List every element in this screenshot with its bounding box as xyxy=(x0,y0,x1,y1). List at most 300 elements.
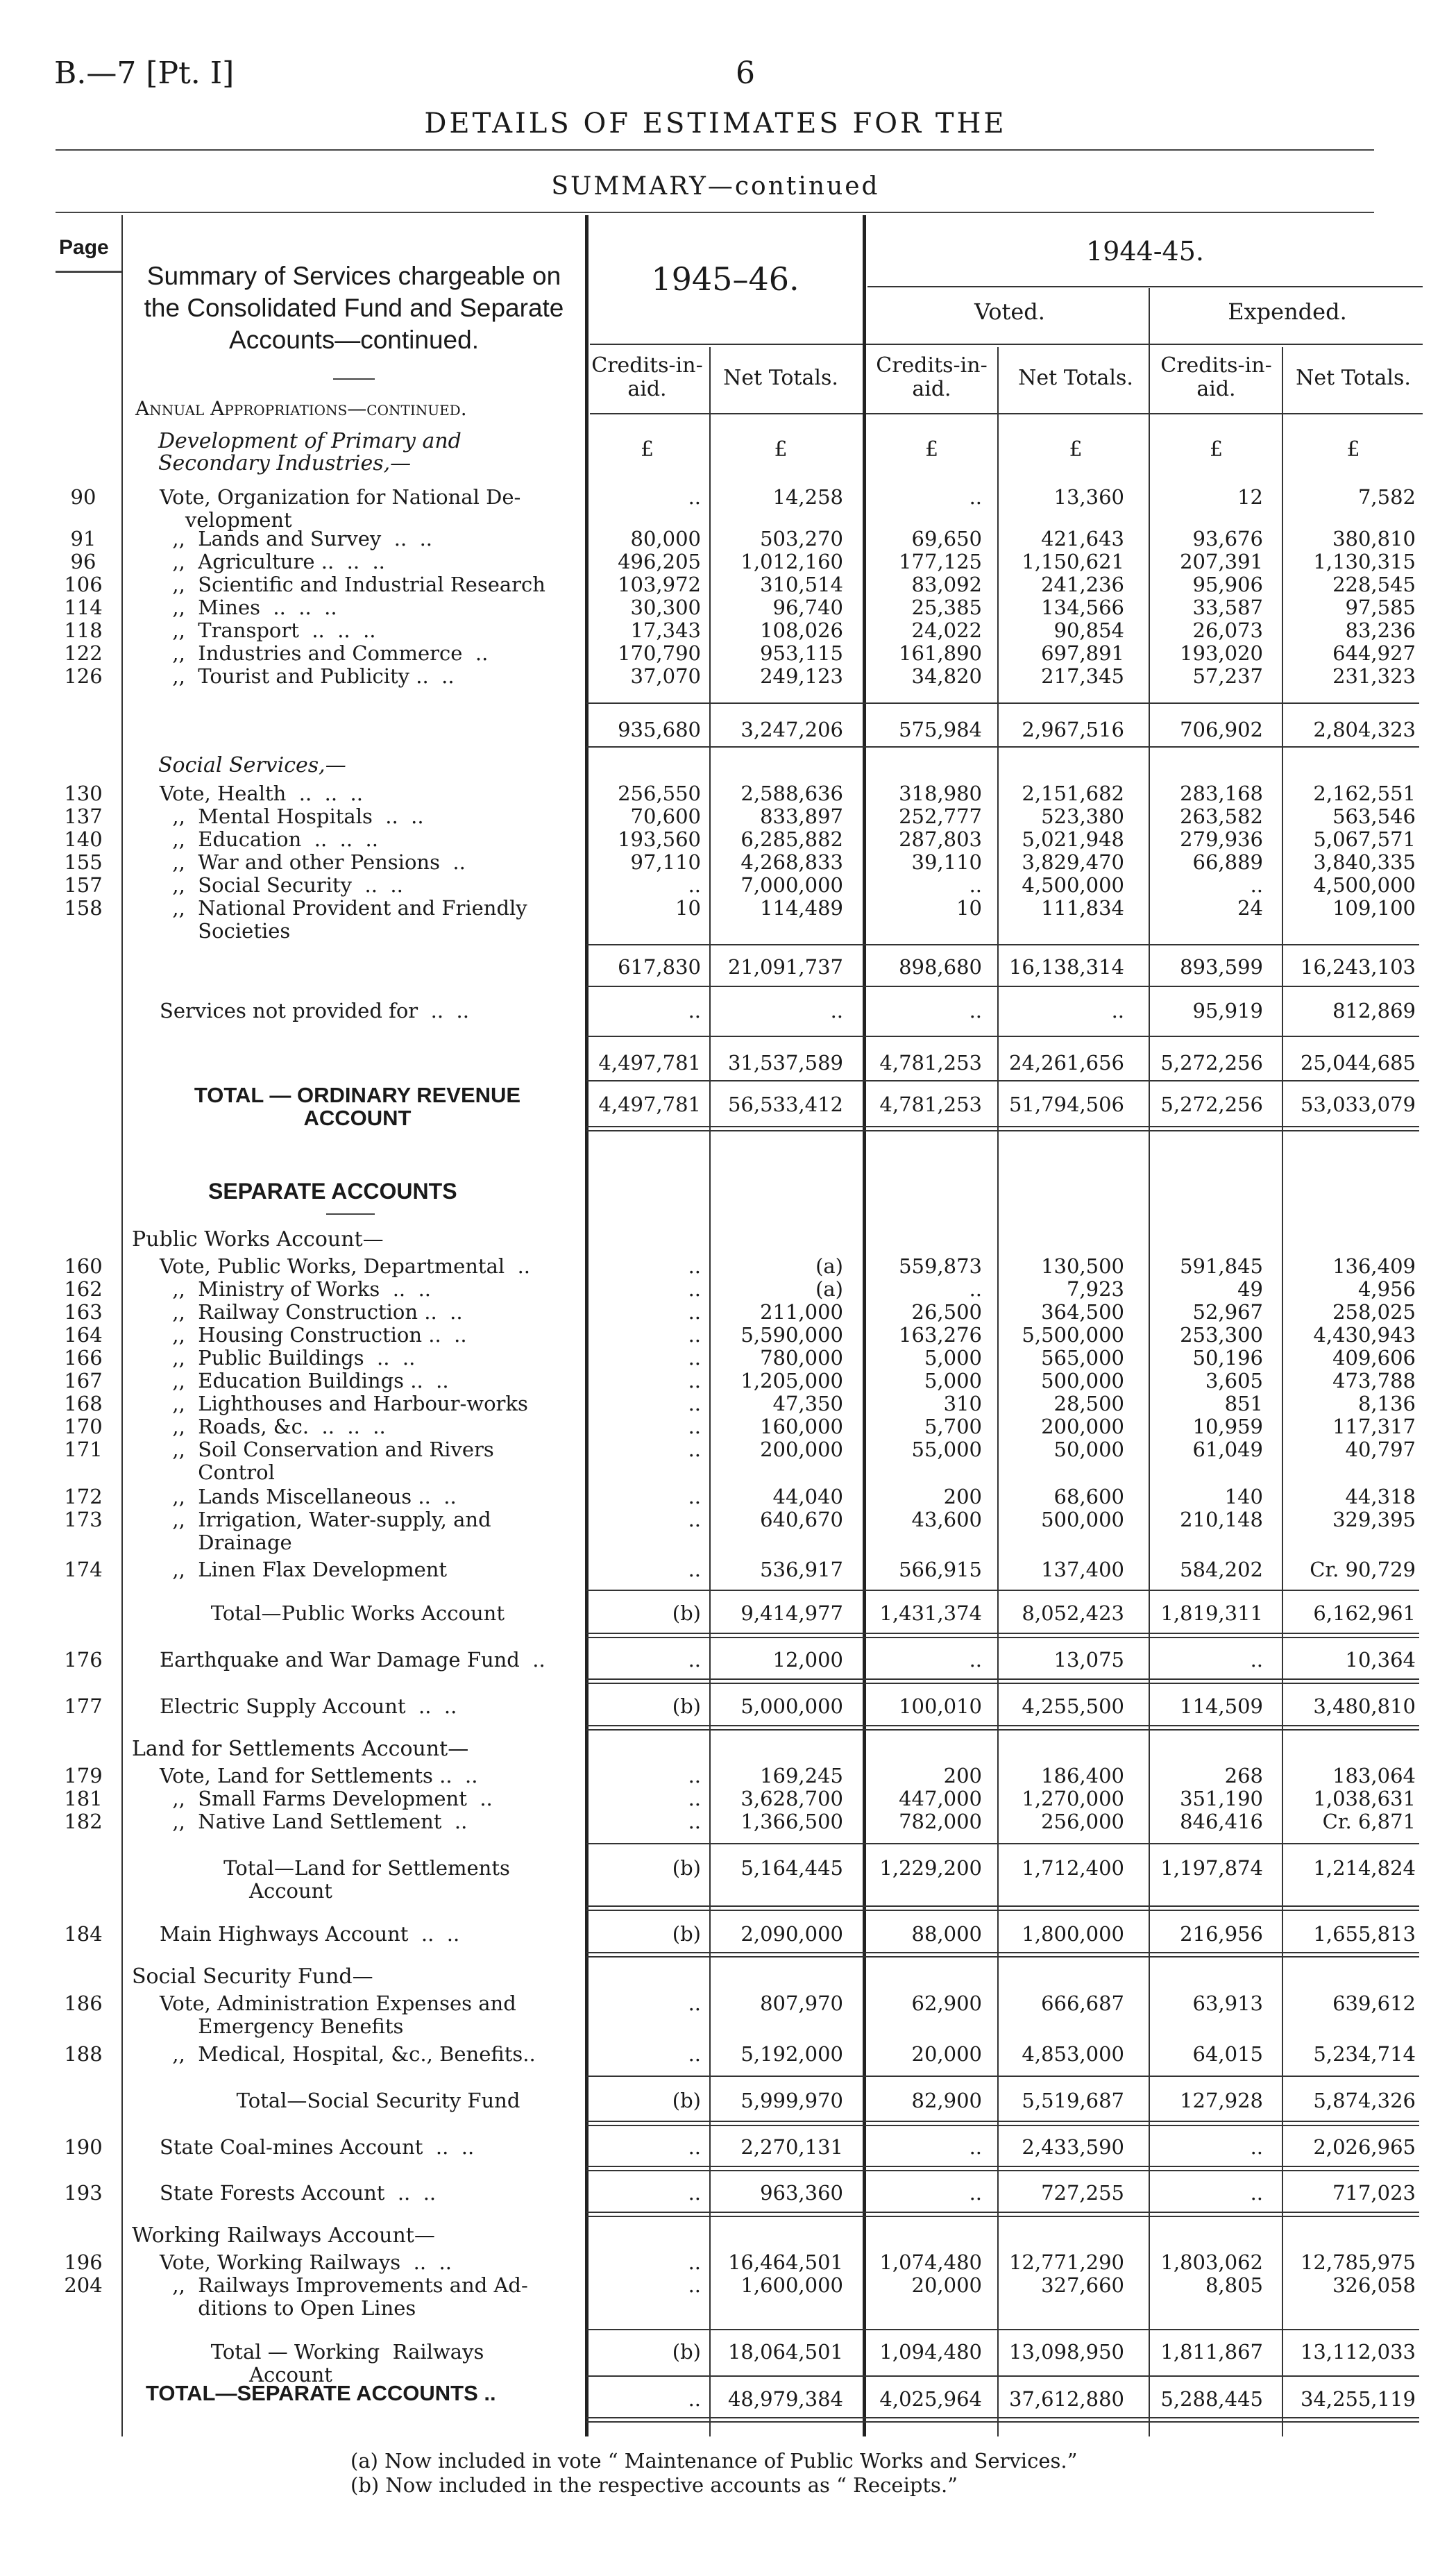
row-value-c5: 846,416 xyxy=(1180,1810,1263,1833)
table-row xyxy=(0,2341,1431,2364)
total-double-rule xyxy=(586,1678,1419,1684)
summary-title-dash xyxy=(333,378,375,380)
row-value-c1: .. xyxy=(688,1300,701,1324)
row-value-c5: 5,272,256 xyxy=(1160,1093,1263,1116)
row-value-c5: 140 xyxy=(1224,1485,1263,1508)
row-label: velopment xyxy=(160,508,292,532)
table-row xyxy=(0,1857,1431,1880)
row-value-c5: 95,906 xyxy=(1192,573,1263,596)
row-value-c6: 409,606 xyxy=(1332,1346,1416,1370)
subtotal-rule xyxy=(586,1590,1419,1591)
row-value-c2: 16,464,501 xyxy=(727,2250,843,2274)
row-value-c4: 130,500 xyxy=(1041,1254,1124,1278)
row-label: ,, Irrigation, Water-supply, and xyxy=(160,1508,491,1531)
row-value-c5: 114,509 xyxy=(1180,1694,1263,1718)
subtotal-rule xyxy=(586,1036,1419,1037)
row-value-c2: 536,917 xyxy=(760,1558,843,1581)
row-value-c5: 10,959 xyxy=(1192,1415,1263,1438)
row-value-c6: 5,067,571 xyxy=(1313,827,1416,851)
total-ordinary-revenue-label: TOTAL — ORDINARY REVENUE xyxy=(194,1083,521,1107)
row-value-c5: 1,803,062 xyxy=(1160,2250,1263,2274)
row-value-c4: 500,000 xyxy=(1041,1369,1124,1392)
row-value-c3: 20,000 xyxy=(911,2042,982,2066)
table-row xyxy=(0,1052,1431,1075)
row-page-ref: 193 xyxy=(64,2181,103,2205)
row-value-c1: 4,497,781 xyxy=(598,1051,701,1075)
row-value-c6: 4,500,000 xyxy=(1313,873,1416,897)
row-value-c3: 5,000 xyxy=(924,1346,982,1370)
row-value-c6: 4,956 xyxy=(1357,1277,1416,1301)
row-value-c1: 170,790 xyxy=(618,641,701,665)
row-value-c6: 329,395 xyxy=(1332,1508,1416,1531)
row-value-c1: 80,000 xyxy=(630,527,701,550)
table-row xyxy=(0,2297,1431,2320)
row-value-c4: 727,255 xyxy=(1041,2181,1124,2205)
row-value-c1: .. xyxy=(688,1648,701,1672)
row-value-c6: 3,480,810 xyxy=(1313,1694,1416,1718)
row-page-ref: 122 xyxy=(64,641,103,665)
row-value-c5: 61,049 xyxy=(1192,1438,1263,1461)
row-page-ref: 182 xyxy=(64,1810,103,1833)
row-label: Total—Social Security Fund xyxy=(160,2089,520,2112)
row-value-c3: 1,431,374 xyxy=(879,1601,982,1625)
row-value-c6: 2,162,551 xyxy=(1313,782,1416,805)
row-value-c3: 200 xyxy=(943,1485,982,1508)
row-value-c4: 200,000 xyxy=(1041,1415,1124,1438)
row-value-c1: 193,560 xyxy=(618,827,701,851)
row-page-ref: 176 xyxy=(64,1648,103,1672)
row-value-c2: 1,600,000 xyxy=(740,2273,843,2297)
header-bottom-rule xyxy=(590,413,1423,414)
row-value-c2: 169,245 xyxy=(760,1764,843,1787)
row-value-c4: 111,834 xyxy=(1041,896,1124,920)
row-value-c5: 95,919 xyxy=(1192,999,1263,1022)
row-value-c5: 268 xyxy=(1224,1764,1263,1787)
section-separate-accounts: SEPARATE ACCOUNTS xyxy=(208,1179,457,1204)
table-row xyxy=(0,1415,1431,1438)
row-label: ,, Housing Construction .. .. xyxy=(160,1323,467,1347)
row-value-c6: 183,064 xyxy=(1332,1764,1416,1787)
row-value-c2: 6,285,882 xyxy=(740,827,843,851)
row-label: Vote, Working Railways .. .. xyxy=(160,2250,452,2274)
row-value-c4: 500,000 xyxy=(1041,1508,1124,1531)
row-page-ref: 179 xyxy=(64,1764,103,1787)
table-row xyxy=(0,920,1431,943)
subcolumn-rule xyxy=(590,344,1423,345)
row-value-c5: 1,819,311 xyxy=(1160,1601,1263,1625)
row-label: Electric Supply Account .. .. xyxy=(160,1694,457,1718)
page-column-header: Page xyxy=(59,236,109,259)
row-page-ref: 164 xyxy=(64,1323,103,1347)
row-value-c3: 1,229,200 xyxy=(879,1856,982,1880)
row-label: State Coal-mines Account .. .. xyxy=(160,2135,475,2159)
row-value-c6: 53,033,079 xyxy=(1300,1093,1416,1116)
pound-sign: £ xyxy=(1209,437,1223,462)
row-value-c3: 177,125 xyxy=(899,550,982,573)
expended-header: Expended. xyxy=(1228,298,1347,325)
row-value-c4: 137,400 xyxy=(1041,1558,1124,1581)
row-value-c6: 639,612 xyxy=(1332,1992,1416,2015)
row-label: ,, Tourist and Publicity .. .. xyxy=(160,664,455,688)
row-value-c4: 24,261,656 xyxy=(1008,1051,1124,1075)
row-value-c3: 100,010 xyxy=(899,1694,982,1718)
row-value-c1: (b) xyxy=(672,1601,701,1625)
row-label: ,, Agriculture .. .. .. xyxy=(160,550,385,573)
row-value-c5: 66,889 xyxy=(1192,850,1263,874)
section-public-works-account: Public Works Account— xyxy=(132,1227,384,1252)
row-value-c3: 4,781,253 xyxy=(879,1051,982,1075)
row-value-c3: 83,092 xyxy=(911,573,982,596)
row-value-c3: 163,276 xyxy=(899,1323,982,1347)
row-value-c4: 37,612,880 xyxy=(1008,2387,1124,2411)
row-value-c6: 136,409 xyxy=(1332,1254,1416,1278)
row-value-c3: 447,000 xyxy=(899,1787,982,1810)
row-page-ref: 140 xyxy=(64,827,103,851)
total-double-rule xyxy=(586,1952,1419,1958)
row-value-c5: .. xyxy=(1250,2135,1263,2159)
row-value-c2: 2,588,636 xyxy=(740,782,843,805)
row-value-c4: 327,660 xyxy=(1041,2273,1124,2297)
table-row xyxy=(0,1787,1431,1810)
row-value-c4: 12,771,290 xyxy=(1008,2250,1124,2274)
section-social-services: Social Services,— xyxy=(158,753,346,777)
total-double-rule xyxy=(586,2121,1419,2126)
row-value-c6: 5,874,326 xyxy=(1313,2089,1416,2112)
row-value-c6: 8,136 xyxy=(1357,1392,1416,1415)
row-value-c2: 114,489 xyxy=(760,896,843,920)
table-row xyxy=(0,2182,1431,2205)
row-label: ,, Railway Construction .. .. xyxy=(160,1300,463,1324)
row-value-c2: 211,000 xyxy=(760,1300,843,1324)
row-value-c5: 3,605 xyxy=(1205,1369,1263,1392)
row-value-c6: 4,430,943 xyxy=(1313,1323,1416,1347)
row-page-ref: 118 xyxy=(64,618,103,642)
row-label: ,, Mines .. .. .. xyxy=(160,596,337,619)
row-value-c5: 893,599 xyxy=(1180,955,1263,979)
row-value-c6: 2,804,323 xyxy=(1313,718,1416,741)
row-value-c4: 13,360 xyxy=(1053,485,1124,509)
row-value-c5: 193,020 xyxy=(1180,641,1263,665)
row-value-c3: 25,385 xyxy=(911,596,982,619)
row-page-ref: 130 xyxy=(64,782,103,805)
row-value-c2: 640,670 xyxy=(760,1508,843,1531)
row-value-c5: .. xyxy=(1250,2181,1263,2205)
row-value-c1: 935,680 xyxy=(618,718,701,741)
table-row xyxy=(0,2364,1431,2386)
row-value-c1: .. xyxy=(688,1508,701,1531)
row-value-c3: 161,890 xyxy=(899,641,982,665)
row-value-c5: 5,272,256 xyxy=(1160,1051,1263,1075)
row-value-c3: 898,680 xyxy=(899,955,982,979)
row-value-c3: 4,025,964 xyxy=(879,2387,982,2411)
row-label: Total—Land for Settlements xyxy=(160,1856,510,1880)
row-value-c1: .. xyxy=(688,2042,701,2066)
row-value-c1: 10 xyxy=(675,896,701,920)
row-value-c1: 17,343 xyxy=(630,618,701,642)
total-double-rule xyxy=(586,2212,1419,2217)
row-value-c4: 13,075 xyxy=(1053,1648,1124,1672)
row-value-c6: 717,023 xyxy=(1332,2181,1416,2205)
row-value-c5: 207,391 xyxy=(1180,550,1263,573)
row-page-ref: 186 xyxy=(64,1992,103,2015)
page-number: 6 xyxy=(736,56,755,91)
table-row xyxy=(0,897,1431,920)
row-label: Earthquake and War Damage Fund .. xyxy=(160,1648,545,1672)
row-value-c2: 780,000 xyxy=(760,1346,843,1370)
row-value-c6: 6,162,961 xyxy=(1313,1601,1416,1625)
row-label: ,, Lands Miscellaneous .. .. xyxy=(160,1485,457,1508)
table-row xyxy=(0,956,1431,979)
row-page-ref: 188 xyxy=(64,2042,103,2066)
row-value-c6: 1,655,813 xyxy=(1313,1922,1416,1946)
row-value-c1: 496,205 xyxy=(618,550,701,573)
row-value-c6: 97,585 xyxy=(1345,596,1416,619)
row-value-c1: .. xyxy=(688,1764,701,1787)
row-value-c3: .. xyxy=(969,2135,982,2159)
row-value-c6: 13,112,033 xyxy=(1300,2340,1416,2364)
row-value-c2: 12,000 xyxy=(772,1648,843,1672)
row-value-c1: 37,070 xyxy=(630,664,701,688)
row-value-c2: 96,740 xyxy=(772,596,843,619)
total-double-rule xyxy=(586,2166,1419,2171)
row-page-ref: 181 xyxy=(64,1787,103,1810)
table-row xyxy=(0,486,1431,509)
row-label: Vote, Public Works, Departmental .. xyxy=(160,1254,531,1278)
table-row xyxy=(0,2015,1431,2038)
footnote-a: (a) Now included in vote “ Maintenance of Public Works and Services.” xyxy=(350,2449,1078,2473)
row-value-c1: (b) xyxy=(672,1922,701,1946)
row-page-ref: 171 xyxy=(64,1438,103,1461)
row-value-c5: 210,148 xyxy=(1180,1508,1263,1531)
table-row xyxy=(0,1392,1431,1415)
row-value-c3: 69,650 xyxy=(911,527,982,550)
row-value-c5: 49 xyxy=(1237,1277,1263,1301)
row-value-c6: 1,130,315 xyxy=(1313,550,1416,573)
table-row xyxy=(0,1485,1431,1508)
table-row xyxy=(0,1508,1431,1531)
row-value-c4: 697,891 xyxy=(1041,641,1124,665)
row-value-c4: .. xyxy=(1111,999,1124,1022)
row-page-ref: 155 xyxy=(64,850,103,874)
table-row xyxy=(0,550,1431,573)
row-value-c4: 7,923 xyxy=(1066,1277,1124,1301)
row-value-c3: 24,022 xyxy=(911,618,982,642)
row-value-c6: 40,797 xyxy=(1345,1438,1416,1461)
row-value-c6: Cr. 90,729 xyxy=(1310,1558,1416,1581)
row-label: Emergency Benefits xyxy=(160,2014,404,2038)
row-value-c4: 364,500 xyxy=(1041,1300,1124,1324)
total-double-rule xyxy=(586,2417,1419,2423)
table-row xyxy=(0,1347,1431,1370)
net-totals-header-3: Net Totals. xyxy=(1296,366,1411,390)
table-row xyxy=(0,1531,1431,1554)
row-value-c3: 82,900 xyxy=(911,2089,982,2112)
row-value-c4: 523,380 xyxy=(1041,805,1124,828)
table-row xyxy=(0,2274,1431,2297)
row-value-c2: 5,590,000 xyxy=(740,1323,843,1347)
row-page-ref: 177 xyxy=(64,1694,103,1718)
row-value-c4: 241,236 xyxy=(1041,573,1124,596)
row-value-c6: 812,869 xyxy=(1332,999,1416,1022)
row-value-c2: 200,000 xyxy=(760,1438,843,1461)
total-double-rule xyxy=(586,1725,1419,1731)
row-value-c1: .. xyxy=(688,1323,701,1347)
row-value-c3: 252,777 xyxy=(899,805,982,828)
row-value-c1: .. xyxy=(688,2135,701,2159)
document-reference: B.—7 [Pt. I] xyxy=(54,56,235,91)
row-value-c1: 4,497,781 xyxy=(598,1093,701,1116)
row-label: Account xyxy=(160,1879,332,1903)
row-page-ref: 167 xyxy=(64,1369,103,1392)
row-value-c6: 117,317 xyxy=(1332,1415,1416,1438)
total-double-rule xyxy=(586,1126,1419,1131)
row-value-c3: 200 xyxy=(943,1764,982,1787)
row-value-c1: (b) xyxy=(672,2340,701,2364)
row-value-c2: 807,970 xyxy=(760,1992,843,2015)
row-value-c6: 1,038,631 xyxy=(1313,1787,1416,1810)
row-value-c4: 1,150,621 xyxy=(1022,550,1124,573)
row-label: Total — Working Railways xyxy=(160,2340,484,2364)
row-value-c4: 2,433,590 xyxy=(1022,2135,1124,2159)
row-value-c1: .. xyxy=(688,1254,701,1278)
row-value-c2: 2,270,131 xyxy=(740,2135,843,2159)
row-value-c2: 18,064,501 xyxy=(727,2340,843,2364)
row-value-c1: (b) xyxy=(672,2089,701,2112)
row-value-c5: 64,015 xyxy=(1192,2042,1263,2066)
row-value-c5: 706,902 xyxy=(1180,718,1263,741)
row-value-c4: 1,800,000 xyxy=(1022,1922,1124,1946)
row-value-c2: 108,026 xyxy=(760,618,843,642)
row-value-c4: 13,098,950 xyxy=(1008,2340,1124,2364)
row-label: Vote, Land for Settlements .. .. xyxy=(160,1764,478,1787)
row-value-c3: .. xyxy=(969,1277,982,1301)
row-label: ,, Medical, Hospital, &c., Benefits.. xyxy=(160,2042,536,2066)
table-row xyxy=(0,2388,1431,2411)
table-row xyxy=(0,1810,1431,1833)
row-value-c2: (a) xyxy=(815,1254,843,1278)
row-value-c5: 591,845 xyxy=(1180,1254,1263,1278)
row-page-ref: 170 xyxy=(64,1415,103,1438)
pound-sign: £ xyxy=(774,437,788,462)
row-value-c2: 5,164,445 xyxy=(740,1856,843,1880)
row-page-ref: 174 xyxy=(64,1558,103,1581)
row-value-c3: 1,094,480 xyxy=(879,2340,982,2364)
row-value-c2: 1,205,000 xyxy=(740,1369,843,1392)
row-page-ref: 91 xyxy=(70,527,96,550)
row-page-ref: 96 xyxy=(70,550,96,573)
pound-sign: £ xyxy=(640,437,654,462)
subtotal-rule xyxy=(586,746,1419,748)
row-value-c1: 256,550 xyxy=(618,782,701,805)
row-value-c2: 249,123 xyxy=(760,664,843,688)
total-separate-accounts-label: TOTAL—SEPARATE ACCOUNTS .. xyxy=(146,2381,496,2405)
row-value-c4: 186,400 xyxy=(1041,1764,1124,1787)
row-value-c5: 63,913 xyxy=(1192,1992,1263,2015)
row-value-c2: 5,000,000 xyxy=(740,1694,843,1718)
year-group-rule xyxy=(867,286,1423,287)
row-value-c1: .. xyxy=(688,2273,701,2297)
row-value-c2: 160,000 xyxy=(760,1415,843,1438)
row-label: Control xyxy=(160,1460,275,1484)
row-label: Societies xyxy=(160,919,291,943)
table-row xyxy=(0,2136,1431,2159)
row-label: Total—Public Works Account xyxy=(160,1601,505,1625)
table-row xyxy=(0,1093,1431,1116)
row-page-ref: 162 xyxy=(64,1277,103,1301)
row-value-c5: 351,190 xyxy=(1180,1787,1263,1810)
row-value-c1: .. xyxy=(688,1346,701,1370)
row-value-c6: 644,927 xyxy=(1332,641,1416,665)
table-row xyxy=(0,1301,1431,1324)
row-label: ,, National Provident and Friendly xyxy=(160,896,527,920)
row-value-c1: 70,600 xyxy=(630,805,701,828)
table-row xyxy=(0,1438,1431,1461)
row-value-c5: 263,582 xyxy=(1180,805,1263,828)
row-value-c2: 5,192,000 xyxy=(740,2042,843,2066)
table-row xyxy=(0,1278,1431,1301)
row-value-c2: 3,247,206 xyxy=(740,718,843,741)
row-value-c6: 258,025 xyxy=(1332,1300,1416,1324)
row-value-c4: 4,500,000 xyxy=(1022,873,1124,897)
row-value-c1: 30,300 xyxy=(630,596,701,619)
row-value-c2: 48,979,384 xyxy=(727,2387,843,2411)
row-value-c1: (b) xyxy=(672,1856,701,1880)
row-label: ,, Ministry of Works .. .. xyxy=(160,1277,432,1301)
row-value-c4: 4,255,500 xyxy=(1022,1694,1124,1718)
row-value-c2: 833,897 xyxy=(760,805,843,828)
row-label: Services not provided for .. .. xyxy=(160,999,469,1022)
table-row xyxy=(0,1880,1431,1903)
row-value-c4: 50,000 xyxy=(1053,1438,1124,1461)
row-label: ,, Native Land Settlement .. xyxy=(160,1810,468,1833)
row-value-c5: 1,197,874 xyxy=(1160,1856,1263,1880)
row-value-c6: 34,255,119 xyxy=(1300,2387,1416,2411)
row-label: State Forests Account .. .. xyxy=(160,2181,437,2205)
row-value-c2: 44,040 xyxy=(772,1485,843,1508)
table-row xyxy=(0,665,1431,688)
table-row xyxy=(0,1765,1431,1787)
row-value-c5: 8,805 xyxy=(1205,2273,1263,2297)
row-value-c4: 2,967,516 xyxy=(1022,718,1124,741)
row-value-c1: .. xyxy=(688,873,701,897)
row-value-c1: .. xyxy=(688,2387,701,2411)
row-value-c2: 953,115 xyxy=(760,641,843,665)
row-value-c3: 5,700 xyxy=(924,1415,982,1438)
total-double-rule xyxy=(586,1633,1419,1638)
summary-title: Summary of Services chargeable on the Consolidated Fund and Separate Accounts—continued. xyxy=(144,262,564,354)
row-value-c1: .. xyxy=(688,1415,701,1438)
row-value-c1: .. xyxy=(688,1787,701,1810)
row-label: ,, Lands and Survey .. .. xyxy=(160,527,433,550)
row-label: ,, Lighthouses and Harbour-works xyxy=(160,1392,528,1415)
row-value-c6: 473,788 xyxy=(1332,1369,1416,1392)
section-social-security-fund: Social Security Fund— xyxy=(132,1964,373,1989)
row-value-c1: .. xyxy=(688,2181,701,2205)
row-value-c5: 253,300 xyxy=(1180,1323,1263,1347)
row-value-c3: 88,000 xyxy=(911,1922,982,1946)
row-page-ref: 160 xyxy=(64,1254,103,1278)
row-label: Vote, Administration Expenses and xyxy=(160,1992,516,2015)
row-value-c4: 16,138,314 xyxy=(1008,955,1124,979)
row-value-c2: 56,533,412 xyxy=(727,1093,843,1116)
row-value-c4: 5,500,000 xyxy=(1022,1323,1124,1347)
row-page-ref: 166 xyxy=(64,1346,103,1370)
row-value-c3: 575,984 xyxy=(899,718,982,741)
table-row xyxy=(0,1255,1431,1278)
row-value-c1: .. xyxy=(688,1485,701,1508)
row-value-c3: 782,000 xyxy=(899,1810,982,1833)
table-row xyxy=(0,1370,1431,1392)
